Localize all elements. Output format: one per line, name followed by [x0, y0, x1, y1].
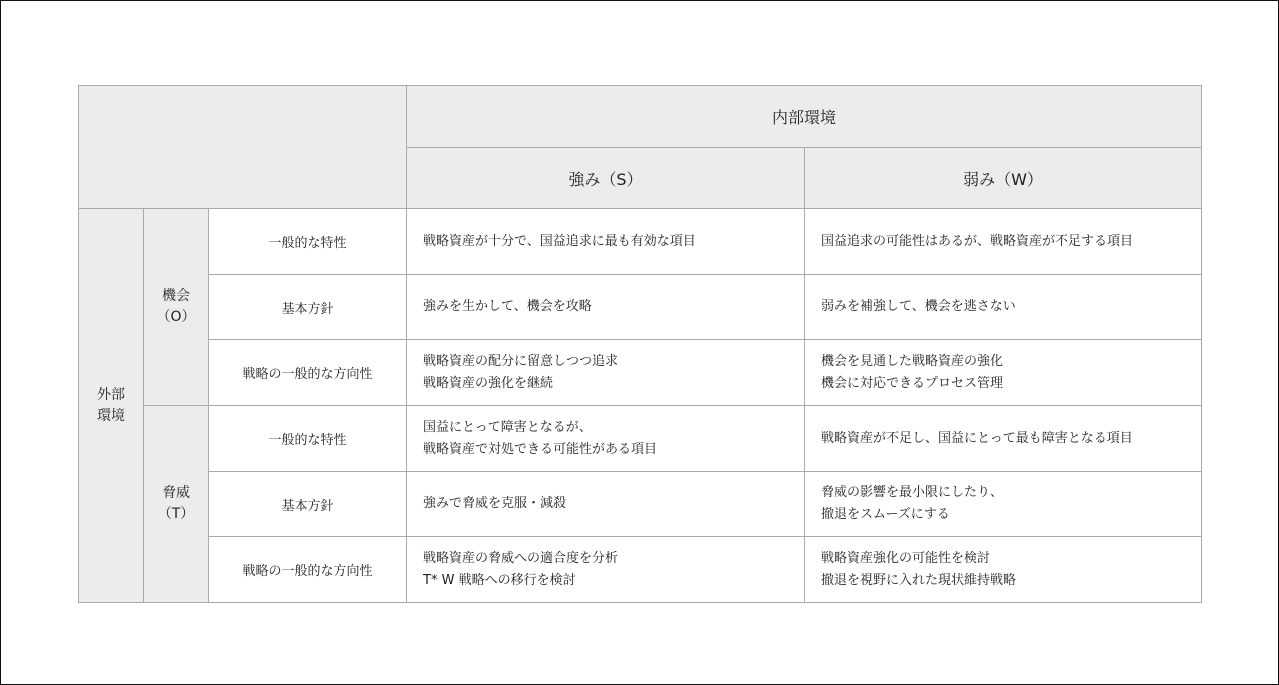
threat-label-line2: （T） [157, 506, 195, 522]
cell-text: 強みを生かして、機会を攻略 [423, 299, 592, 314]
strength-cell [407, 406, 805, 472]
swot-matrix-table [78, 85, 1202, 603]
strength-cell [407, 209, 805, 275]
cell-text: 強みで脅威を克服・減殺 [423, 496, 567, 511]
table-row [79, 275, 1202, 340]
table-row [79, 406, 1202, 472]
strength-header: 強み（S） [407, 148, 805, 209]
weakness-cell [805, 472, 1202, 537]
external-label-line2: 環境 [97, 407, 125, 424]
threat-label-line1: 脅威 [162, 485, 190, 501]
cell-text: 弱みを補強して、機会を逃さない [821, 299, 1016, 314]
row-label: 基本方針 [209, 275, 407, 340]
strength-cell [407, 472, 805, 537]
cell-text: 戦略資産の脅威への適合度を分析 [423, 550, 619, 566]
external-environment-label [79, 209, 144, 603]
opportunity-label [144, 209, 209, 406]
cell-text: 国益にとって障害となるが、 [423, 419, 592, 435]
opportunity-label-line1: 機会 [162, 288, 190, 304]
row-label: 基本方針 [209, 472, 407, 537]
table-row [79, 537, 1202, 603]
row-label: 一般的な特性 [209, 406, 407, 472]
external-label-line1: 外部 [97, 386, 125, 403]
weakness-cell [805, 340, 1202, 406]
cell-text: 国益追求の可能性はあるが、戦略資産が不足する項目 [821, 233, 1134, 249]
cell-text: 戦略資産で対処できる可能性がある項目 [423, 441, 658, 457]
weakness-cell [805, 406, 1202, 472]
table-row [79, 472, 1202, 537]
internal-environment-header: 内部環境 [407, 86, 1202, 148]
weakness-cell [805, 537, 1202, 603]
cell-text: 戦略資産強化の可能性を検討 [821, 550, 991, 566]
cell-text: T* W 戦略への移行を検討 [423, 572, 576, 588]
strength-cell [407, 537, 805, 603]
row-label: 戦略の一般的な方向性 [209, 537, 407, 603]
opportunity-label-line2: （O） [156, 309, 196, 325]
cell-text: 撤退を視野に入れた現状維持戦略 [821, 572, 1017, 588]
cell-text: 戦略資産が十分で、国益追求に最も有効な項目 [423, 233, 696, 249]
weakness-cell [805, 209, 1202, 275]
cell-text: 機会を見通した戦略資産の強化 [821, 353, 1004, 369]
cell-text: 撤退をスムーズにする [821, 507, 950, 522]
row-label: 戦略の一般的な方向性 [209, 340, 407, 406]
cell-text: 戦略資産が不足し、国益にとって最も障害となる項目 [821, 430, 1133, 446]
table-row [79, 209, 1202, 275]
weakness-cell [805, 275, 1202, 340]
weakness-header: 弱み（W） [805, 148, 1202, 209]
header-row-internal [79, 86, 1202, 148]
corner-cell [79, 86, 407, 209]
cell-text: 機会に対応できるプロセス管理 [821, 375, 1004, 391]
strength-cell [407, 275, 805, 340]
cell-text: 戦略資産の強化を継続 [423, 375, 554, 391]
threat-label [144, 406, 209, 603]
row-label: 一般的な特性 [209, 209, 407, 275]
cell-text: 戦略資産の配分に留意しつつ追求 [423, 353, 619, 369]
table-row [79, 340, 1202, 406]
strength-cell [407, 340, 805, 406]
cell-text: 脅威の影響を最小限にしたり、 [821, 485, 1004, 500]
